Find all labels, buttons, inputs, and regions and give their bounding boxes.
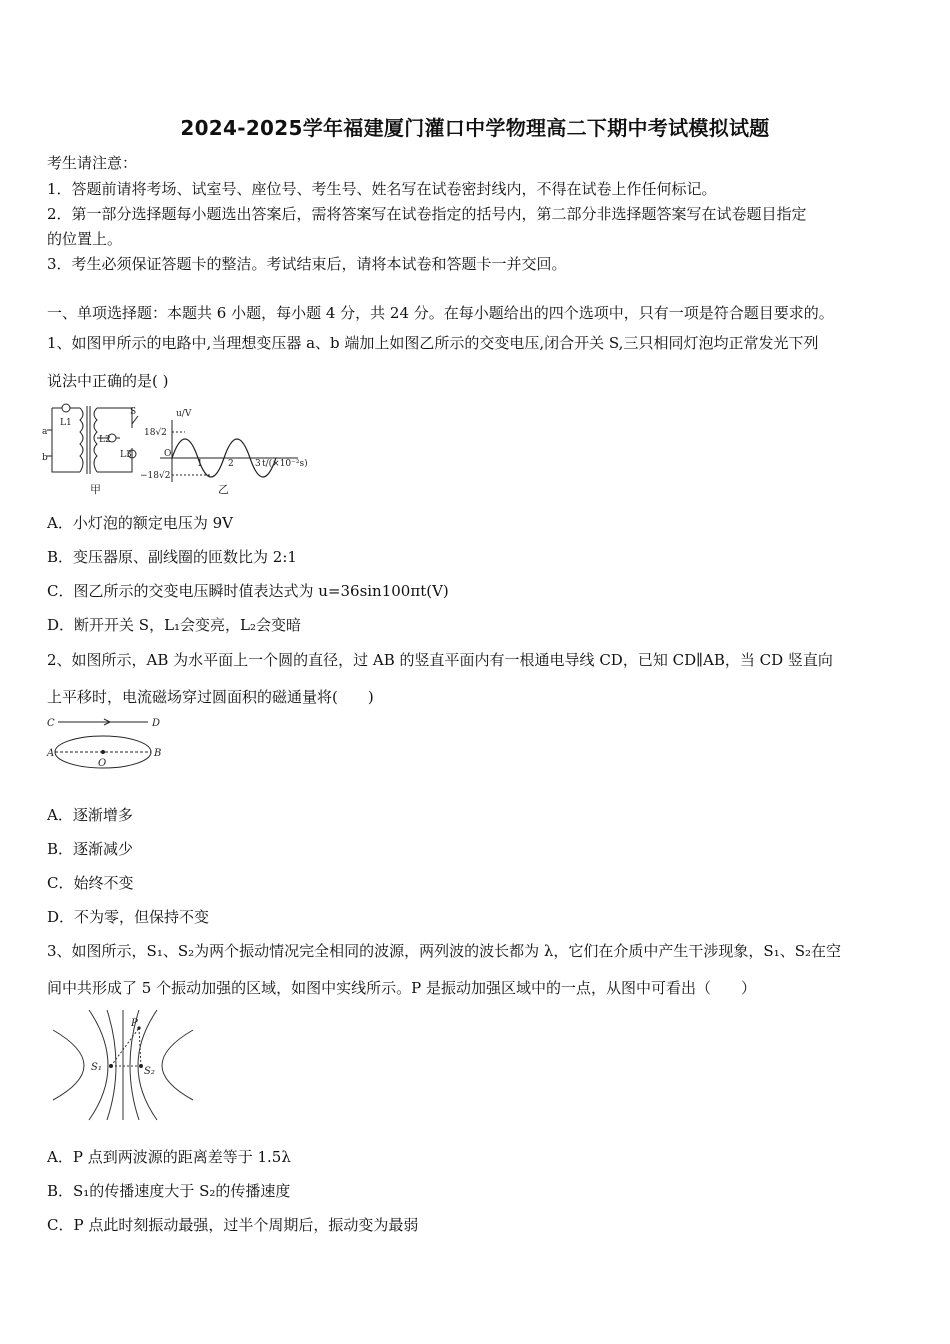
label-C: C: [47, 718, 55, 729]
question-2-figure: [44, 712, 169, 774]
label-neg: −18√2: [140, 471, 171, 481]
tick-3: 3: [255, 459, 261, 469]
question-2-stem: 2、如图所示，AB 为水平面上一个圆的直径，过 AB 的竖直平面内有一根通电导线 CD，已知 CD∥AB，当 CD 竖直向: [47, 651, 833, 669]
label-L3: L3: [120, 450, 132, 460]
label-S: S: [130, 407, 137, 417]
question-2-option-c: C．始终不变: [47, 874, 134, 892]
page-title: 2024-2025学年福建厦门灌口中学物理高二下期中考试模拟试题: [180, 116, 770, 140]
question-3-figure: [45, 1008, 205, 1123]
label-a: a: [42, 427, 48, 437]
label-D: D: [152, 718, 161, 729]
label-jia: 甲: [90, 483, 101, 496]
label-L2: L2: [99, 435, 111, 445]
question-1-option-d: D．断开开关 S，L₁会变亮，L₂会变暗: [47, 616, 302, 634]
label-O: O: [98, 758, 107, 769]
question-3-option-a: A．P 点到两波源的距离差等于 1.5λ: [47, 1148, 291, 1166]
tick-2: 2: [228, 459, 234, 469]
label-O: O: [164, 449, 172, 459]
label-S2: S₂: [144, 1066, 155, 1077]
label-t: t/(×10⁻²s): [262, 459, 308, 469]
question-1-stem: 1、如图甲所示的电路中,当理想变压器 a、b 端加上如图乙所示的交变电压,闭合开关 S,三只相同灯泡均正常发光下列: [47, 334, 819, 352]
question-1-option-b: B．变压器原、副线圈的匝数比为 2:1: [47, 548, 297, 566]
notice-heading: 考生请注意：: [47, 154, 138, 172]
label-u: u/V: [176, 409, 192, 419]
notice-item: 1．答题前请将考场、试室号、座位号、考生号、姓名写在试卷密封线内，不得在试卷上作任何标记。: [47, 180, 717, 198]
tick-1: 1: [197, 459, 203, 469]
question-2-option-d: D．不为零，但保持不变: [47, 908, 210, 926]
label-P: P: [131, 1018, 138, 1029]
question-1-option-c: C．图乙所示的交变电压瞬时值表达式为 u=36sin100πt(V): [47, 582, 449, 600]
question-1-option-a: A．小灯泡的额定电压为 9V: [47, 514, 233, 532]
label-L1: L1: [60, 418, 72, 428]
notice-item: 的位置上。: [47, 230, 123, 248]
label-pos: 18√2: [144, 428, 167, 438]
question-3-option-b: B．S₁的传播速度大于 S₂的传播速度: [47, 1182, 291, 1200]
question-3-option-c: C．P 点此时刻振动最强，过半个周期后，振动变为最弱: [47, 1216, 419, 1234]
question-1-figure: [40, 400, 310, 495]
label-B: B: [154, 748, 162, 759]
question-1-stem-cont: 说法中正确的是( ): [47, 372, 169, 390]
question-2-option-b: B．逐渐减少: [47, 840, 134, 858]
label-S1: S₁: [91, 1062, 102, 1073]
label-yi: 乙: [218, 483, 229, 496]
question-2-option-a: A．逐渐增多: [47, 806, 133, 824]
notice-item: 2．第一部分选择题每小题选出答案后，需将答案写在试卷指定的括号内，第二部分非选择题答案写在试卷题目指定: [47, 205, 807, 223]
label-b: b: [42, 453, 48, 463]
notice-item: 3．考生必须保证答题卡的整洁。考试结束后，请将本试卷和答题卡一并交回。: [47, 255, 567, 273]
question-2-stem-cont: 上平移时，电流磁场穿过圆面积的磁通量将( ): [47, 688, 374, 706]
question-3-stem: 3、如图所示，S₁、S₂为两个振动情况完全相同的波源，两列波的波长都为 λ，它们在介质中产生干涉现象，S₁、S₂在空: [47, 942, 841, 960]
question-3-stem-cont: 间中共形成了 5 个振动加强的区域，如图中实线所示。P 是振动加强区域中的一点，从图中可看出（ ）: [47, 979, 756, 997]
section-heading: 一、单项选择题：本题共 6 小题，每小题 4 分，共 24 分。在每小题给出的四个选项中，只有一项是符合题目要求的。: [47, 304, 834, 322]
label-A: A: [47, 748, 55, 759]
